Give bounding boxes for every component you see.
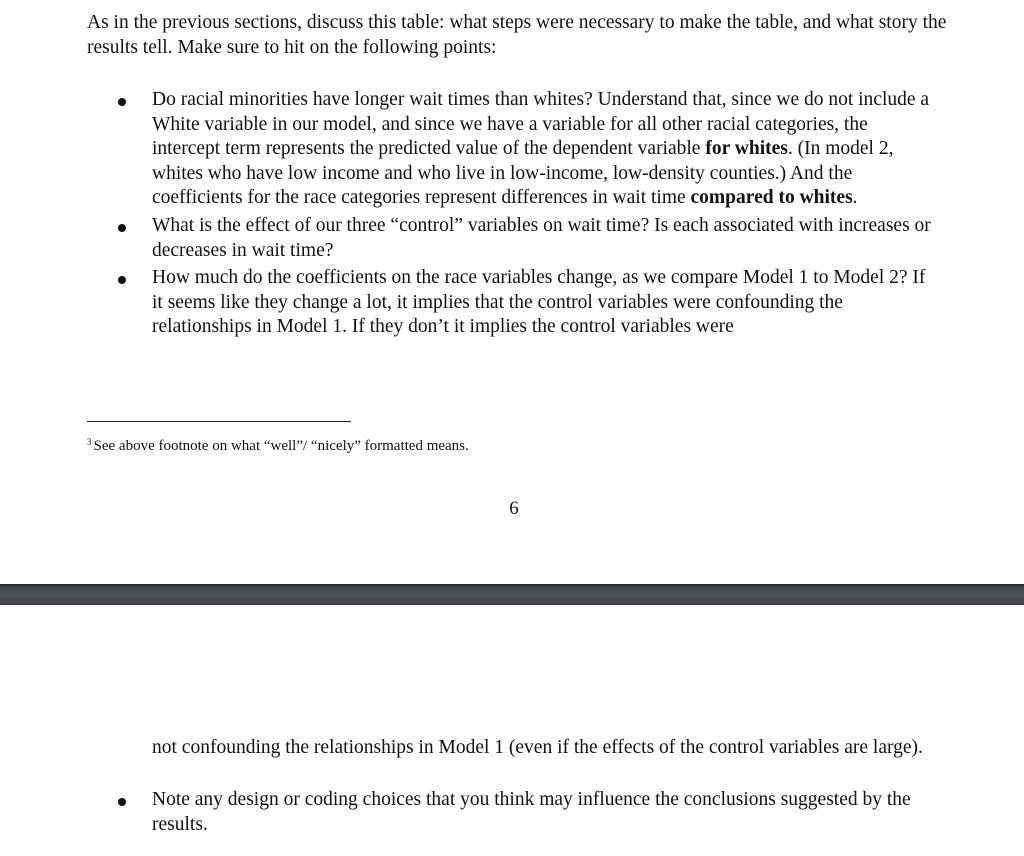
footnote — [87, 432, 469, 456]
bullet-item-design-choices — [0, 788, 937, 837]
footnote-divider — [87, 421, 351, 422]
bullet-item-race-wait-times — [0, 88, 937, 211]
page-number: 6 — [509, 498, 519, 519]
bullet-item-coefficient-change — [0, 266, 937, 340]
bullet-marker — [118, 98, 126, 106]
footnote-marker: 3 — [87, 437, 92, 447]
bold-phrase-compared-to-whites: compared to whites — [690, 187, 853, 209]
bullet-marker — [118, 224, 126, 232]
bullet-text: . (In model 2, whites who have low income and who live in low-income, low-density counties.) And the coefficients for the race categories represent differences in wait time — [152, 138, 894, 209]
bullet-item-control-variables — [0, 214, 937, 263]
page-break-separator — [0, 584, 1024, 605]
bullet-text: Note any design or coding choices that you think may influence the conclusions suggested by the results. — [152, 789, 911, 835]
bullet-text: Do racial minorities have longer wait times than whites? Understand that, since we do not include a White variable in our model, and since we have a variable for all other racial categories, the intercept term represents the predicted value of the dependent variable — [152, 89, 930, 160]
continued-bullet-text: not confounding the relationships in Model 1 (even if the effects of the control variables are large). — [152, 737, 923, 758]
bullet-text: What is the effect of our three “control” variables on wait time? Is each associated with increases or decreases in wait time? — [152, 214, 931, 261]
bullet-marker — [118, 276, 126, 284]
bullet-text: . — [852, 187, 858, 209]
bullet-text: How much do the coefficients on the race variables change, as we compare Model 1 to Model 2? If it seems like they change a lot, it implies that the control variables were confounding the relationships in Model 1. If they don’t it implies the control variables were — [152, 267, 926, 338]
bold-phrase-for-whites: for whites — [705, 138, 788, 160]
bullet-marker — [118, 798, 126, 806]
bullet-list — [0, 88, 1024, 343]
bullet-list-page-7 — [0, 788, 1024, 840]
intro-paragraph: As in the previous sections, discuss this table: what steps were necessary to make the table, and what story the results tell. Make sure to hit on the following points: — [87, 12, 947, 58]
footnote-text: See above footnote on what “well”/ “nicely” formatted means. — [93, 438, 469, 454]
